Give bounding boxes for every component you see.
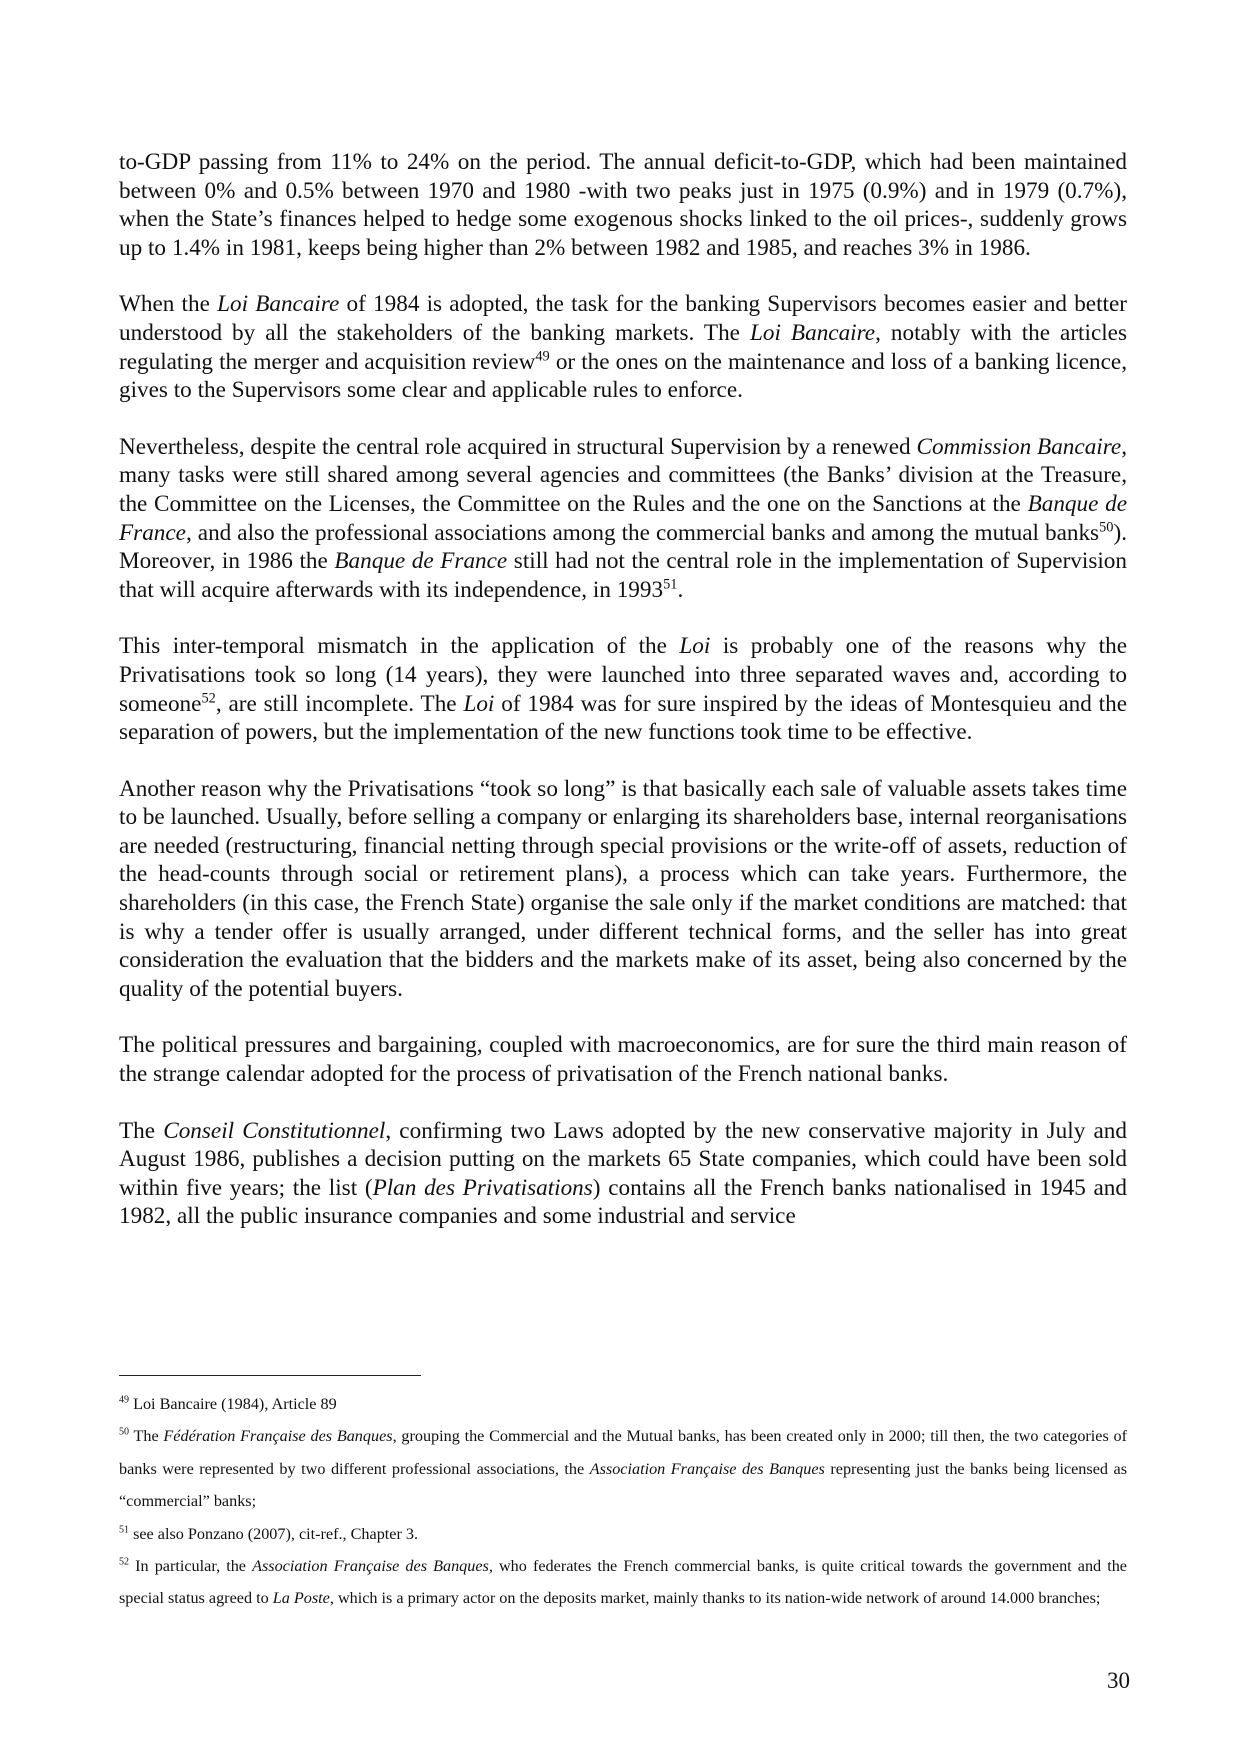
footnote-marker: 49 [119, 1394, 130, 1406]
italic-text: Plan des Privatisations [372, 1174, 593, 1201]
text-run: In particular, the [129, 1557, 253, 1576]
italic-text: Commission Bancaire [916, 433, 1122, 460]
italic-text: Conseil Constitutionnel [163, 1117, 386, 1144]
text-run: see also Ponzano (2007), cit-ref., Chapter 3. [129, 1524, 419, 1543]
paragraph [119, 290, 1127, 404]
footnote-marker: 52 [119, 1556, 130, 1568]
text-run: , which is a primary actor on the deposits market, mainly thanks to its nation-wide network of around 14.000 branches; [329, 1589, 1101, 1608]
footnote-marker: 50 [119, 1427, 130, 1439]
footnote [119, 1388, 1127, 1420]
text-run: Another reason why the Privatisations “took so long” is that basically each sale of valuable assets takes time to be launched. Usually, before selling a company or enlarging its shareholders base, internal reorganisations are needed (restructuring, financial netting through special provisions or the write-off of assets, reduction of the head-counts through social or retirement plans), a process which can take years. Furthermore, the shareholders (in this case, the French State) organise the sale only if the market conditions are matched: that is why a tender offer is usually arranged, under different technical forms, and the seller has into great consideration the evaluation that the bidders and the markets make of its asset, being also concerned by the quality of the potential buyers. [119, 775, 1127, 1002]
text-run: The [119, 1117, 164, 1144]
footnote [119, 1518, 1127, 1550]
footnote [119, 1420, 1127, 1517]
italic-text: Loi Bancaire [217, 291, 340, 318]
footnote-separator [119, 1375, 421, 1376]
paragraph [119, 775, 1127, 1004]
text-run: , notably with the articles regulating the merger and acquisition review [119, 319, 1127, 375]
body-text [119, 148, 1127, 1259]
paragraph [119, 433, 1127, 605]
footnote-marker: 52 [201, 689, 216, 706]
text-run: ). Moreover, in 1986 the [119, 519, 1127, 575]
footnote-marker: 50 [1099, 518, 1114, 535]
text-run: Nevertheless, despite the central role acquired in structural Supervision by a renewed [119, 433, 917, 460]
text-run: , and also the professional associations among the commercial banks and among the mutual banks [185, 519, 1100, 546]
text-run: . [677, 576, 684, 603]
italic-text: Fédération Française des Banques [163, 1427, 393, 1446]
text-run: to-GDP passing from 11% to 24% on the period. The annual deficit-to-GDP, which had been maintained between 0% and 0.5% between 1970 and 1980 -with two peaks just in 1975 (0.9%) and in 1979 (0.7%), when the State’s finances helped to hedge some exogenous shocks linked to the oil prices-, suddenly grows up to 1.4% in 1981, keeps being higher than 2% between 1982 and 1985, and reaches 3% in 1986. [119, 149, 1127, 261]
text-run: Loi Bancaire (1984), Article 89 [129, 1395, 337, 1413]
text-run: ) contains all the French banks nationalised in 1945 and 1982, all the public insurance companies and some industrial and service [119, 1174, 1127, 1230]
italic-text: Association Française des Banques [589, 1459, 825, 1478]
page-number: 30 [1107, 1668, 1130, 1693]
italic-text: Loi Bancaire [749, 319, 876, 346]
text-run: is probably one of the reasons why the Privatisations took so long (14 years), they were launched into three separated waves and, according to someone [119, 633, 1127, 717]
paragraph [119, 148, 1127, 262]
text-run: , are still incomplete. The [215, 690, 464, 717]
text-run: , many tasks were still shared among several agencies and committees (the Banks’ division at the Treasure, the Committee on the Licenses, the Committee on the Rules and the one on the Sanctions at the [119, 433, 1127, 517]
footnote-marker: 51 [119, 1524, 130, 1536]
italic-text: Association Française des Banques, [252, 1557, 493, 1576]
italic-text: Banque de France [334, 548, 508, 575]
italic-text: Loi [463, 690, 495, 717]
text-run: , confirming two Laws adopted by the new conservative majority in July and August 1986, publishes a decision putting on the markets 65 State companies, which could have been sold within five years; the list ( [119, 1117, 1127, 1201]
text-run: still had not the central role in the implementation of Supervision that will acquire afterwards with its independence, in 1993 [119, 548, 1127, 603]
italic-text: Banque de France [119, 490, 1128, 546]
paragraph [119, 632, 1127, 746]
footnote [119, 1550, 1127, 1615]
text-run: representing just the banks being licensed as “commercial” banks; [119, 1459, 1127, 1511]
text-run: The [129, 1427, 164, 1446]
text-run: of 1984 is adopted, the task for the banking Supervisors becomes easier and better understood by all the stakeholders of the banking markets. The [119, 291, 1127, 346]
footnote-marker: 51 [663, 575, 678, 592]
footnote-marker: 49 [535, 347, 550, 364]
paragraph [119, 1117, 1127, 1231]
text-run: This inter-temporal mismatch in the application of the [119, 633, 680, 660]
text-run: , grouping the Commercial and the Mutual banks, has been created only in 2000; till then, the two categories of banks were represented by two different professional associations, the [119, 1427, 1128, 1478]
text-run: When the [119, 291, 218, 318]
paragraph [119, 1031, 1127, 1088]
text-run: The political pressures and bargaining, coupled with macroeconomics, are for sure the third main reason of the strange calendar adopted for the process of privatisation of the French national banks. [119, 1032, 1127, 1088]
text-run: or the ones on the maintenance and loss of a banking licence, gives to the Supervisors some clear and applicable rules to enforce. [119, 348, 1127, 404]
footnotes [119, 1388, 1127, 1615]
text-run: of 1984 was for sure inspired by the ideas of Montesquieu and the separation of powers, but the implementation of the new functions took time to be effective. [119, 690, 1127, 746]
italic-text: La Poste [272, 1589, 330, 1608]
italic-text: Loi [679, 633, 711, 660]
text-run: who federates the French commercial banks, is quite critical towards the government and the special status agreed to [119, 1557, 1127, 1608]
